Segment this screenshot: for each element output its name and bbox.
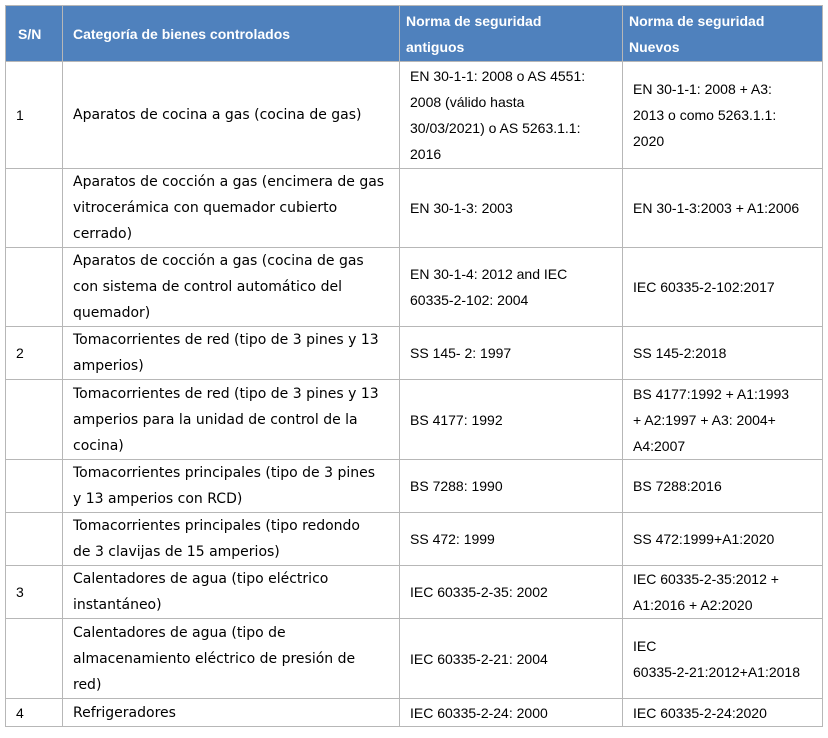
cell-category-line: Tomacorrientes principales (tipo de 3 pines [73, 465, 376, 481]
cell-category [63, 169, 400, 248]
cell-sn: 1 [6, 62, 63, 169]
cell-new-standard-line: 60335-2-21:2012+A1:2018 [633, 663, 800, 680]
table-row [6, 460, 823, 513]
cell-new-standard-line: 2020 [633, 133, 665, 149]
cell-new-standard-line: 2013 o como 5263.1.1: [633, 107, 777, 123]
cell-category-line: con sistema de control automático del [73, 279, 342, 295]
cell-category [63, 248, 400, 327]
table-body [6, 62, 823, 727]
table-row [6, 327, 823, 380]
cell-old-standard [400, 460, 623, 513]
cell-old-standard [400, 699, 623, 727]
cell-category-line: Aparatos de cocción a gas (cocina de gas [73, 253, 364, 269]
cell-category [63, 699, 400, 727]
cell-category-line: Aparatos de cocina a gas (cocina de gas) [73, 107, 362, 123]
cell-old-standard [400, 513, 623, 566]
cell-category-line: amperios) [73, 358, 144, 374]
cell-new-standard-line: A1:2016 + A2:2020 [633, 597, 753, 613]
cell-new-standard-line: BS 4177:1992 + A1:1993 [633, 385, 790, 402]
cell-sn: 3 [6, 566, 63, 619]
cell-old-standard [400, 169, 623, 248]
cell-category-line: quemador) [73, 305, 151, 321]
cell-new-standard-line: IEC 60335-2-35:2012 + [633, 571, 779, 587]
table-row [6, 248, 823, 327]
cell-category-line: vitrocerámica con quemador cubierto [73, 200, 338, 216]
table-row [6, 566, 823, 619]
cell-old-standard [400, 380, 623, 460]
cell-category-line: y 13 amperios con RCD) [73, 491, 243, 507]
cell-sn [6, 619, 63, 699]
cell-new-standard [623, 327, 823, 380]
cell-category-line: almacenamiento eléctrico de presión de [73, 650, 356, 667]
cell-category-line: Tomacorrientes principales (tipo redondo [73, 518, 360, 534]
table-row [6, 513, 823, 566]
table-row [6, 62, 823, 169]
cell-new-standard [623, 380, 823, 460]
cell-old-standard [400, 248, 623, 327]
cell-old-standard [400, 327, 623, 380]
cell-new-standard [623, 619, 823, 699]
cell-category-line: instantáneo) [73, 597, 162, 613]
cell-sn [6, 248, 63, 327]
cell-old-standard-line: BS 7288: 1990 [410, 478, 503, 494]
cell-category [63, 327, 400, 380]
cell-old-standard-line: BS 4177: 1992 [410, 411, 503, 428]
cell-new-standard [623, 62, 823, 169]
cell-category [63, 62, 400, 169]
cell-category-line: cerrado) [73, 226, 133, 242]
cell-old-standard-line: IEC 60335-2-21: 2004 [410, 650, 548, 667]
header-category: Categoría de bienes controlados [63, 6, 400, 62]
cell-category [63, 619, 400, 699]
cell-old-standard [400, 566, 623, 619]
header-new-line: Norma de seguridad [629, 12, 765, 29]
cell-old-standard-line: 2008 (válido hasta [410, 94, 525, 110]
cell-new-standard-line: IEC 60335-2-24:2020 [633, 704, 767, 721]
header-new-standard [623, 6, 823, 62]
cell-category-line: de 3 clavijas de 15 amperios) [73, 544, 280, 560]
table-row [6, 169, 823, 248]
cell-old-standard-line: EN 30-1-1: 2008 o AS 4551: [410, 68, 586, 84]
cell-new-standard [623, 699, 823, 727]
cell-category-line: amperios para la unidad de control de la [73, 411, 358, 428]
cell-new-standard-line: BS 7288:2016 [633, 478, 722, 494]
cell-category-line: Refrigeradores [73, 704, 176, 721]
cell-new-standard-line: IEC 60335-2-102:2017 [633, 279, 775, 295]
cell-new-standard [623, 169, 823, 248]
cell-category-line: Tomacorrientes de red (tipo de 3 pines y 13 [73, 385, 379, 402]
cell-category-line: cocina) [73, 437, 124, 454]
cell-new-standard-line: SS 472:1999+A1:2020 [633, 531, 775, 547]
cell-category [63, 380, 400, 460]
cell-new-standard-line: + A2:1997 + A3: 2004+ [633, 411, 776, 428]
cell-category [63, 460, 400, 513]
header-row [6, 6, 823, 62]
cell-new-standard [623, 513, 823, 566]
cell-new-standard-line: SS 145-2:2018 [633, 345, 727, 361]
cell-category-line: Tomacorrientes de red (tipo de 3 pines y 13 [73, 332, 379, 348]
cell-old-standard-line: EN 30-1-4: 2012 and IEC [410, 266, 568, 282]
cell-old-standard-line: 30/03/2021) o AS 5263.1.1: [410, 120, 581, 136]
header-old-line: Norma de seguridad [406, 12, 542, 29]
cell-new-standard [623, 566, 823, 619]
cell-old-standard-line: IEC 60335-2-35: 2002 [410, 584, 548, 600]
cell-old-standard [400, 62, 623, 169]
cell-old-standard [400, 619, 623, 699]
header-old-line: antiguos [406, 38, 465, 55]
cell-category-line: Aparatos de cocción a gas (encimera de gas [73, 174, 385, 190]
cell-category-line: Calentadores de agua (tipo eléctrico [73, 571, 329, 587]
cell-category-line: red) [73, 676, 102, 693]
cell-new-standard [623, 248, 823, 327]
cell-category-line: Calentadores de agua (tipo de [73, 624, 286, 641]
cell-new-standard-line: A4:2007 [633, 437, 686, 454]
cell-sn: 2 [6, 327, 63, 380]
cell-old-standard-line: 2016 [410, 146, 442, 162]
cell-category [63, 566, 400, 619]
header-new-line: Nuevos [629, 38, 680, 55]
safety-standards-table [5, 5, 823, 727]
cell-old-standard-line: SS 472: 1999 [410, 531, 495, 547]
cell-sn [6, 380, 63, 460]
cell-category [63, 513, 400, 566]
cell-new-standard-line: IEC [633, 637, 657, 654]
cell-new-standard [623, 460, 823, 513]
cell-old-standard-line: 60335-2-102: 2004 [410, 292, 529, 308]
cell-old-standard-line: SS 145- 2: 1997 [410, 345, 512, 361]
cell-sn [6, 169, 63, 248]
cell-old-standard-line: EN 30-1-3: 2003 [410, 200, 513, 216]
cell-new-standard-line: EN 30-1-3:2003 + A1:2006 [633, 200, 800, 216]
header-sn: S/N [6, 6, 63, 62]
table-row [6, 380, 823, 460]
cell-old-standard-line: IEC 60335-2-24: 2000 [410, 704, 548, 721]
cell-sn [6, 460, 63, 513]
header-old-standard [400, 6, 623, 62]
cell-sn [6, 513, 63, 566]
cell-sn: 4 [6, 699, 63, 727]
cell-new-standard-line: EN 30-1-1: 2008 + A3: [633, 81, 772, 97]
table-row [6, 619, 823, 699]
table-row [6, 699, 823, 727]
